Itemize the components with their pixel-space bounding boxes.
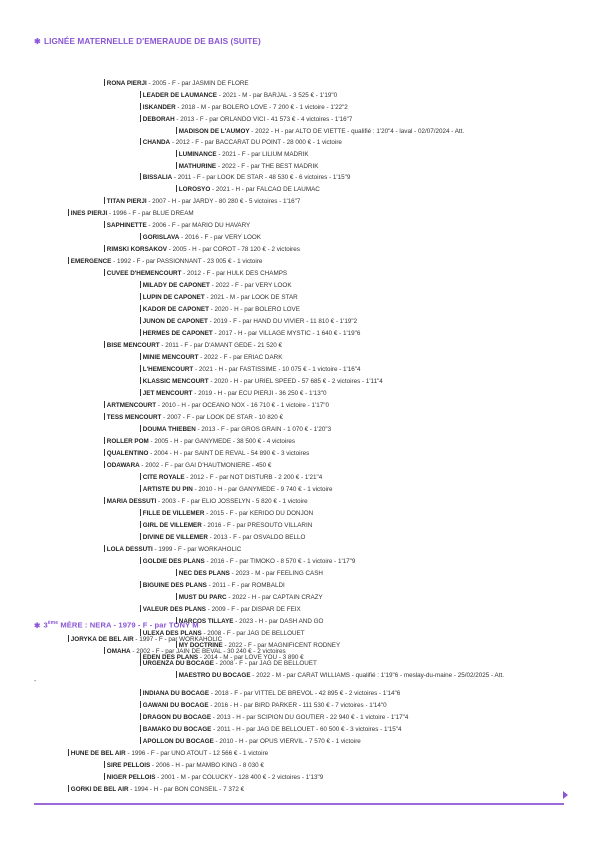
- horse-details: - 2011 - F - par LOOK DE STAR - 48 530 € - 6 victoires - 1'15"9: [172, 174, 351, 181]
- horse-name: ARTISTE DU PIN: [142, 486, 193, 493]
- lineage-bar: [140, 173, 141, 180]
- horse-name: FILLE DE VILLEMER: [142, 510, 205, 517]
- pedigree-entry: [104, 221, 250, 230]
- lineage-bar: [68, 209, 69, 216]
- pedigree-entry: [104, 545, 241, 554]
- horse-name: GIRL DE VILLEMER: [142, 522, 202, 529]
- horse-details: - 1996 - F - par UNO ATOUT - 12 566 € - 1 victoire: [125, 750, 269, 757]
- horse-details: - 2002 - F - par JAIN DE BEVAL - 30 240 € - 2 victoires: [130, 648, 286, 655]
- horse-details: - 2021 - H - par FASTISSIME - 10 075 € - 1 victoire - 1'16"4: [193, 366, 361, 373]
- horse-name: GOLDIE DES PLANS: [142, 558, 205, 565]
- horse-details: - 2022 - F - par THE BEST MADRIK: [216, 163, 319, 170]
- pedigree-entry: [140, 701, 387, 710]
- lineage-bar: [140, 713, 141, 720]
- horse-name: ODAWARA: [106, 462, 140, 469]
- lineage-bar: [104, 401, 105, 408]
- lineage-bar: [176, 593, 177, 600]
- horse-details: - 2016 - F - par TIMOKO - 8 570 € - 1 victoire - 1'17"9: [204, 558, 356, 565]
- horse-name: SIRE PELLOIS: [106, 762, 151, 769]
- horse-name: MILADY DE CAPONET: [142, 282, 210, 289]
- pedigree-entry: [176, 593, 323, 602]
- horse-name: INES PIERJI: [70, 210, 108, 217]
- horse-name: ROLLER POM: [106, 438, 149, 445]
- lineage-bar: [140, 365, 141, 372]
- horse-name: EDEN DES PLANS: [142, 654, 199, 661]
- horse-details: - 2011 - F - par ROMBALDI: [206, 582, 285, 589]
- horse-name: TESS MENCOURT: [106, 414, 162, 421]
- horse-details: - 2006 - F - par MARIO DU HAVARY: [146, 222, 251, 229]
- pedigree-entry: [176, 617, 323, 626]
- horse-details: - 2010 - H - par OPUS VIERVIL - 7 570 € - 1 victoire: [213, 738, 361, 745]
- lineage-bar: [104, 341, 105, 348]
- horse-details: - 2013 - F - par ORLANDO VICI - 41 573 € - 4 victoires - 1'16"7: [174, 116, 353, 123]
- next-page-arrow-icon[interactable]: [563, 791, 568, 799]
- pedigree-entry: [140, 713, 408, 722]
- lineage-bar: [140, 115, 141, 122]
- horse-details: - 2004 - H - par SAINT DE REVAL - 54 890 € - 3 victoires: [148, 450, 310, 457]
- horse-details: - 2005 - H - par GANYMEDE - 38 500 € - 4 victoires: [148, 438, 296, 445]
- horse-details: - 2022 - F - par ERIAC DARK: [198, 354, 283, 361]
- pedigree-entry: [140, 365, 361, 374]
- horse-details: - 2015 - F - par KERIDO DU DONJON: [204, 510, 314, 517]
- pedigree-entry: [104, 497, 308, 506]
- horse-name: QUALENTINO: [106, 450, 149, 457]
- horse-name: HUNE DE BEL AIR: [70, 750, 126, 757]
- pedigree-entry: [104, 401, 329, 410]
- pedigree-entry: [68, 635, 222, 644]
- lineage-bar: [140, 533, 141, 540]
- horse-name: LOLA DESSUTI: [106, 546, 153, 553]
- horse-details: - 2016 - H - par BIRD PARKER - 111 530 € - 7 victoires - 1'14"0: [208, 702, 387, 709]
- pedigree-entry: [140, 103, 348, 112]
- lineage-bar: [140, 473, 141, 480]
- pedigree-entry: [176, 127, 464, 136]
- horse-details: - 2005 - H - par COROT - 78 120 € - 2 victoires: [166, 246, 300, 253]
- horse-details: - 2018 - F - par VITTEL DE BREVOL - 42 895 € - 2 victoires - 1'14"6: [209, 690, 401, 697]
- lineage-bar: [104, 773, 105, 780]
- horse-name: APOLLON DU BOCAGE: [142, 738, 214, 745]
- pedigree-entry: [104, 449, 309, 458]
- horse-name: MY DOCTRINE: [178, 642, 223, 649]
- pedigree-entry: [104, 79, 249, 88]
- pedigree-entry: [140, 138, 342, 147]
- lineage-bar: [104, 269, 105, 276]
- horse-details: - 2013 - H - par SCIPION DU GOUTIER - 22 940 € - 1 victoire - 1'17"4: [211, 714, 409, 721]
- pedigree-entry: [176, 569, 323, 578]
- pedigree-entry: [140, 389, 326, 398]
- lineage-bar: [140, 91, 141, 98]
- lineage-bar: [176, 150, 177, 157]
- lineage-bar: [140, 509, 141, 516]
- star-icon: ✱: [34, 620, 41, 630]
- horse-details: - 2021 - F - par LILIUM MADRIK: [216, 151, 309, 158]
- lineage-bar: [176, 569, 177, 576]
- pedigree-entry: [68, 209, 194, 218]
- horse-name: ARTMENCOURT: [106, 402, 157, 409]
- lineage-bar: [104, 221, 105, 228]
- pedigree-entry: [68, 749, 268, 758]
- horse-details: - 2001 - M - par COLUCKY - 128 400 € - 2 victoires - 1'13"9: [155, 774, 324, 781]
- star-icon: ✱: [34, 37, 41, 46]
- horse-details: - 2012 - F - par NOT DISTURB - 2 200 € - 1'21"4: [184, 474, 323, 481]
- pedigree-entry: [140, 689, 400, 698]
- lineage-bar: [176, 162, 177, 169]
- lineage-bar: [140, 425, 141, 432]
- horse-details: - 2021 - H - par FALCAO DE LAUMAC: [210, 186, 320, 193]
- lineage-bar: [140, 305, 141, 312]
- horse-details: - 2021 - M - par BARJAL - 3 525 € - 1'19"0: [216, 92, 338, 99]
- horse-details: - 2023 - M - par FEELING CASH: [229, 570, 323, 577]
- horse-details: - 2014 - M - par LOVE YOU - 3 890 €: [198, 654, 304, 661]
- horse-details: - 2016 - F - par VERY LOOK: [179, 234, 261, 241]
- horse-name: EMERGENCE: [70, 258, 112, 265]
- pedigree-entry: [104, 341, 282, 350]
- lineage-bar: [104, 449, 105, 456]
- horse-name: OMAHA: [106, 648, 131, 655]
- horse-name: CHANDA: [142, 139, 171, 146]
- pedigree-entry: [140, 281, 292, 290]
- horse-name: URGENZA DU BOCAGE: [142, 660, 214, 667]
- horse-name: NEC DES PLANS: [178, 570, 230, 577]
- pedigree-entry: [176, 162, 318, 171]
- lineage-bar: [140, 317, 141, 324]
- lineage-bar: [104, 461, 105, 468]
- horse-details: - 2007 - F - par LOOK DE STAR - 10 820 €: [161, 414, 284, 421]
- pedigree-entry: [140, 317, 357, 326]
- lineage-bar: [140, 377, 141, 384]
- lineage-bar: [140, 605, 141, 612]
- lineage-bar: [68, 257, 69, 264]
- horse-details: - 2008 - F - par JAG DE BELLOUET: [201, 630, 305, 637]
- pedigree-entry: [140, 353, 282, 362]
- horse-details: - 2012 - F - par HULK DES CHAMPS: [181, 270, 288, 277]
- pedigree-entry: [140, 377, 383, 386]
- pedigree-entry: [140, 509, 313, 518]
- horse-name: DEBORAH: [142, 116, 175, 123]
- pedigree-entry: [176, 185, 320, 194]
- horse-name: DRAGON DU BOCAGE: [142, 714, 212, 721]
- lineage-bar: [140, 521, 141, 528]
- lineage-bar: [140, 293, 141, 300]
- pedigree-entry: [68, 257, 262, 266]
- footer-rule: [34, 803, 564, 805]
- pedigree-entry: [140, 581, 285, 590]
- horse-details: - 1992 - F - par PASSIONNANT - 23 005 € - 1 victoire: [111, 258, 263, 265]
- horse-name: GAWANI DU BOCAGE: [142, 702, 209, 709]
- horse-details: - 2022 - H - par CAPTAIN CRAZY: [226, 594, 323, 601]
- horse-name: MINIE MENCOURT: [142, 354, 199, 361]
- lineage-bar: [104, 437, 105, 444]
- horse-details: - 2023 - H - par DASH AND GO: [233, 618, 324, 625]
- pedigree-entry: [104, 245, 300, 254]
- horse-details: - 2005 - F - par JASMIN DE FLORE: [146, 80, 249, 87]
- pedigree-entry: [176, 671, 504, 680]
- pedigree-entry: [140, 91, 337, 100]
- horse-name: DIVINE DE VILLEMER: [142, 534, 208, 541]
- horse-details: - 2013 - F - par OSVALDO BELLO: [207, 534, 306, 541]
- horse-name: CITE ROYALE: [142, 474, 185, 481]
- horse-details: - 2009 - F - par DISPAR DE FEIX: [206, 606, 301, 613]
- horse-name: ISKANDER: [142, 104, 176, 111]
- horse-name: GORISLAVA: [142, 234, 180, 241]
- pedigree-entry: [104, 461, 271, 470]
- lineage-bar: [104, 647, 105, 654]
- horse-details: - 2007 - H - par JARDY - 80 280 € - 5 victoires - 1'16"7: [146, 198, 301, 205]
- horse-details: - 2016 - F - par PRESOUTO VILLARIN: [201, 522, 313, 529]
- lineage-bar: [140, 389, 141, 396]
- third-dam-heading: ✱ 3ème MÈRE : NERA - 1979 - F - par TONY M: [34, 620, 199, 630]
- pedigree-entry: [140, 605, 301, 614]
- lineage-bar: [140, 103, 141, 110]
- pedigree-entry: [104, 197, 300, 206]
- horse-details: - 2019 - F - par HAND DU VIVIER - 11 810 € - 1'19"2: [207, 318, 358, 325]
- pedigree-entry: [140, 533, 305, 542]
- horse-details: - 2022 - F - par VERY LOOK: [209, 282, 292, 289]
- pedigree-entry: [104, 761, 264, 770]
- lineage-bar: [140, 737, 141, 744]
- lineage-bar: [140, 701, 141, 708]
- stray-dash: -: [34, 678, 37, 685]
- pedigree-entry: [140, 305, 300, 314]
- horse-details: - 2022 - M - par CARAT WILLIAMS - qualifié : 1'19"6 - meslay-du-maine - 25/02/2025 - Att.: [250, 672, 504, 679]
- horse-name: JUNON DE CAPONET: [142, 318, 208, 325]
- horse-name: BISE MENCOURT: [106, 342, 160, 349]
- horse-name: MUST DU PARC: [178, 594, 227, 601]
- horse-name: HERMES DE CAPONET: [142, 330, 213, 337]
- pedigree-entry: [140, 425, 331, 434]
- pedigree-entry: [140, 521, 312, 530]
- lineage-bar: [140, 353, 141, 360]
- horse-name: NARCOS TILLAYE: [178, 618, 234, 625]
- pedigree-entry: [104, 413, 283, 422]
- pedigree-entry: [140, 473, 322, 482]
- horse-details: - 2013 - F - par GROS GRAIN - 1 070 € - 1'20"3: [195, 426, 332, 433]
- horse-name: SAPHINETTE: [106, 222, 147, 229]
- horse-name: MATHURINE: [178, 163, 217, 170]
- horse-details: - 2010 - H - par GANYMEDE - 9 740 € - 1 victoire: [192, 486, 333, 493]
- horse-name: JORYKA DE BEL AIR: [70, 636, 134, 643]
- pedigree-entry: [140, 737, 361, 746]
- lineage-bar: [140, 138, 141, 145]
- horse-details: - 2011 - F - par D'AMANT GEDE - 21 520 €: [159, 342, 283, 349]
- horse-name: MARIA DESSUTI: [106, 498, 157, 505]
- pedigree-entry: [140, 659, 317, 668]
- pedigree-entry: [104, 647, 286, 656]
- lineage-bar: [104, 245, 105, 252]
- horse-details: - 2020 - H - par BOLERO LOVE: [208, 306, 300, 313]
- horse-name: BISSALIA: [142, 174, 173, 181]
- pedigree-entry: [104, 437, 295, 446]
- lineage-bar: [140, 557, 141, 564]
- horse-details: - 2020 - H - par URIEL SPEED - 57 685 € - 2 victoires - 1'11"4: [208, 378, 383, 385]
- pedigree-entry: [140, 233, 261, 242]
- lineage-bar: [68, 635, 69, 642]
- horse-name: KLASSIC MENCOURT: [142, 378, 209, 385]
- horse-details: - 1997 - F - par WORKAHOLIC: [133, 636, 223, 643]
- horse-details: - 2018 - M - par BOLERO LOVE - 7 200 € - 1 victoire - 1'22"2: [175, 104, 348, 111]
- pedigree-entry: [104, 269, 287, 278]
- horse-name: LEADER DE LAUMANCE: [142, 92, 217, 99]
- horse-name: RONA PIERJI: [106, 80, 147, 87]
- lineage-bar: [140, 659, 141, 666]
- horse-details: - 1999 - F - par WORKAHOLIC: [152, 546, 242, 553]
- horse-name: ULEXA DES PLANS: [142, 630, 202, 637]
- horse-name: NIGER PELLOIS: [106, 774, 156, 781]
- lineage-bar: [140, 689, 141, 696]
- horse-name: RIMSKI KORSAKOV: [106, 246, 167, 253]
- horse-name: MADISON DE L'AUMOY: [178, 128, 250, 135]
- pedigree-entry: [176, 150, 309, 159]
- lineage-bar: [140, 725, 141, 732]
- horse-details: - 2012 - F - par BACCARAT DU POINT - 28 000 € - 1 victoire: [170, 139, 342, 146]
- lineage-bar: [140, 281, 141, 288]
- horse-details: - 2017 - H - par VILLAGE MYSTIC - 1 640 € - 1'19"6: [212, 330, 361, 337]
- horse-name: KADOR DE CAPONET: [142, 306, 209, 313]
- horse-details: - 2022 - H - par ALTO DE VIETTE - qualifié : 1'20"4 - laval - 02/07/2024 - Att.: [249, 128, 465, 135]
- pedigree-entry: [104, 773, 323, 782]
- lineage-bar: [140, 233, 141, 240]
- lineage-bar: [176, 185, 177, 192]
- pedigree-entry: [140, 557, 355, 566]
- horse-details: - 2019 - H - par ECU PIERJI - 36 250 € - 1'13"0: [192, 390, 327, 397]
- lineage-bar: [176, 617, 177, 624]
- horse-name: INDIANA DU BOCAGE: [142, 690, 210, 697]
- lineage-bar: [140, 581, 141, 588]
- horse-details: - 2011 - H - par JAG DE BELLOUET - 60 500 € - 3 victoires - 1'15"4: [211, 726, 402, 733]
- pedigree-entry: [140, 173, 350, 182]
- horse-details: - 2008 - F - par JAG DE BELLOUET: [213, 660, 317, 667]
- horse-name: JET MENCOURT: [142, 390, 193, 397]
- horse-name: BAMAKO DU BOCAGE: [142, 726, 212, 733]
- lineage-bar: [68, 749, 69, 756]
- lineage-bar: [104, 79, 105, 86]
- lineage-bar: [104, 197, 105, 204]
- lineage-bar: [176, 127, 177, 134]
- lineage-bar: [140, 485, 141, 492]
- pedigree-entry: [140, 329, 360, 338]
- lineage-bar: [104, 497, 105, 504]
- horse-details: - 1996 - F - par BLUE DREAM: [107, 210, 194, 217]
- lineage-bar: [104, 761, 105, 768]
- horse-name: BIGUINE DES PLANS: [142, 582, 207, 589]
- horse-name: DOUMA THIEBEN: [142, 426, 196, 433]
- horse-details: - 1994 - H - par BON CONSEIL - 7 372 €: [128, 786, 245, 793]
- pedigree-entry: [140, 293, 298, 302]
- horse-name: LUPIN DE CAPONET: [142, 294, 205, 301]
- horse-details: - 2010 - H - par OCEANO NOX - 16 710 € - 1 victoire - 1'17"0: [156, 402, 329, 409]
- section-title: ✱ LIGNÉE MATERNELLE D'EMERAUDE DE BAIS (SUITE): [34, 37, 261, 46]
- lineage-bar: [176, 671, 177, 678]
- horse-name: GORKI DE BEL AIR: [70, 786, 129, 793]
- horse-details: - 2021 - M - par LOOK DE STAR: [204, 294, 298, 301]
- horse-details: - 2002 - F - par GAI D'HAUTMONIERE - 450 €: [139, 462, 272, 469]
- horse-details: - 2006 - H - par MAMBO KING - 8 030 €: [150, 762, 264, 769]
- horse-name: TITAN PIERJI: [106, 198, 147, 205]
- horse-name: LOROSYO: [178, 186, 211, 193]
- horse-details: - 2003 - F - par ELIO JOSSELYN - 5 820 € - 1 victoire: [156, 498, 308, 505]
- pedigree-entry: [140, 115, 352, 124]
- lineage-bar: [104, 545, 105, 552]
- horse-name: LUMINANCE: [178, 151, 217, 158]
- lineage-bar: [104, 413, 105, 420]
- horse-details: - 2022 - F - par MAGNIFICENT RODNEY: [222, 642, 341, 649]
- horse-name: CUVEE D'HEMENCOURT: [106, 270, 182, 277]
- lineage-bar: [68, 785, 69, 792]
- lineage-bar: [140, 329, 141, 336]
- pedigree-entry: [68, 785, 244, 794]
- pedigree-entry: [140, 725, 401, 734]
- horse-name: MAESTRO DU BOCAGE: [178, 672, 251, 679]
- horse-name: L'HEMENCOURT: [142, 366, 194, 373]
- horse-name: VALEUR DES PLANS: [142, 606, 207, 613]
- pedigree-entry: [140, 485, 332, 494]
